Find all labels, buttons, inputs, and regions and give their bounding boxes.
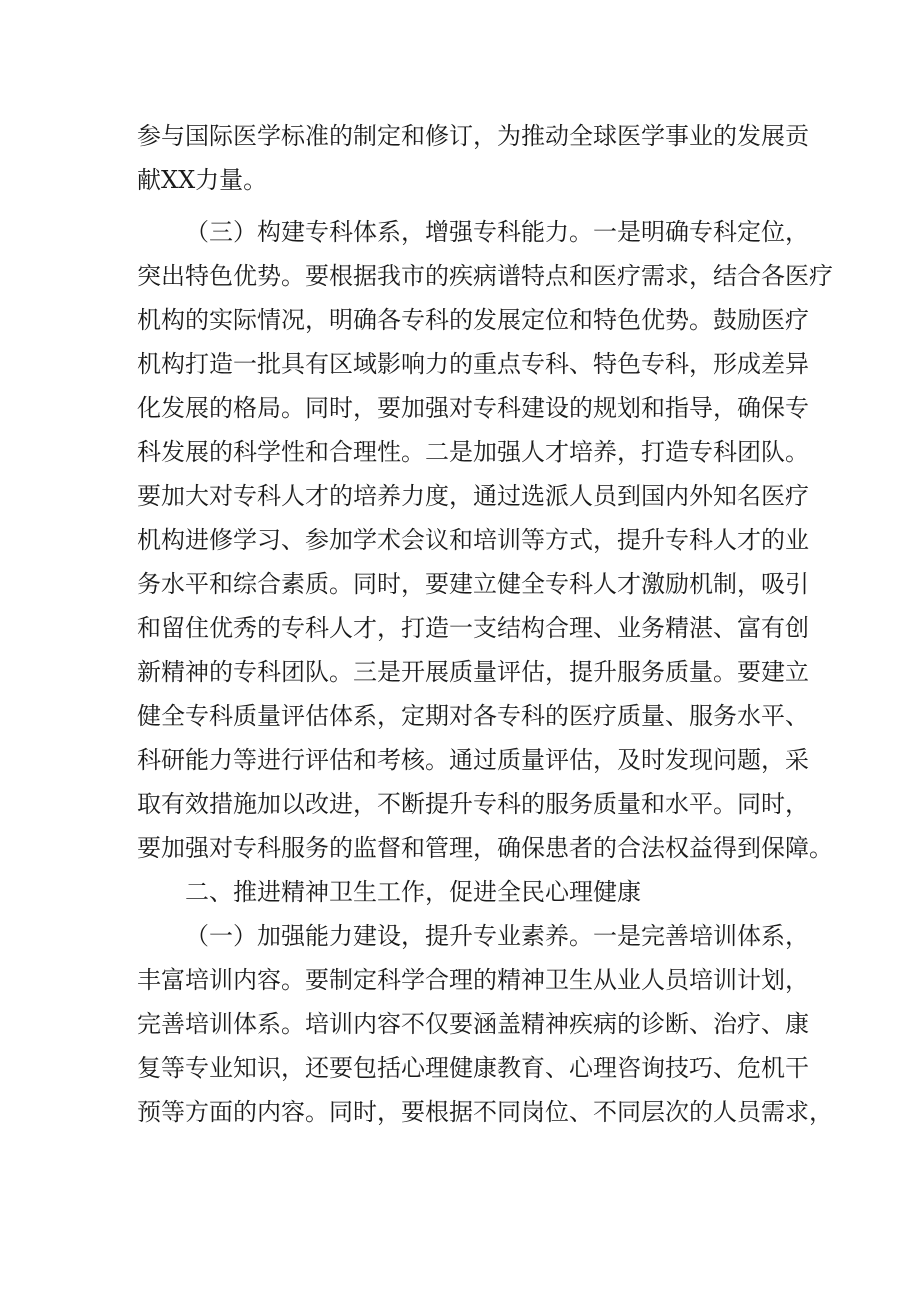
text-line: 机构打造一批具有区域影响力的重点专科、特色专科，形成差异 [137,350,809,378]
text-line: 科研能力等进行评估和考核。通过质量评估，及时发现问题，采 [137,746,809,774]
text-line: 突出特色优势。要根据我市的疾病谱特点和医疗需求，结合各医疗 [137,262,833,290]
text-line: （一）加强能力建设，提升专业素养。一是完善培训体系， [185,922,809,950]
text-line: 要加强对专科服务的监督和管理，确保患者的合法权益得到保障。 [137,834,833,862]
text-line: 健全专科质量评估体系，定期对各专科的医疗质量、服务水平、 [137,702,809,730]
text-line: 完善培训体系。培训内容不仅要涵盖精神疾病的诊断、治疗、康 [137,1010,809,1038]
text-line: 机构进修学习、参加学术会议和培训等方式，提升专科人才的业 [137,526,809,554]
section-heading: 二、推进精神卫生工作，促进全民心理健康 [185,878,641,906]
text-line: 和留住优秀的专科人才，打造一支结构合理、业务精湛、富有创 [137,614,809,642]
text-line: 化发展的格局。同时，要加强对专科建设的规划和指导，确保专 [137,394,809,422]
text-line: 务水平和综合素质。同时，要建立健全专科人才激励机制，吸引 [137,570,809,598]
text-line: （三）构建专科体系，增强专科能力。一是明确专科定位， [185,218,809,246]
text-line: 新精神的专科团队。三是开展质量评估，提升服务质量。要建立 [137,658,809,686]
text-line: 献XX力量。 [137,166,268,194]
text-line: 复等专业知识，还要包括心理健康教育、心理咨询技巧、危机干 [137,1054,809,1082]
text-line: 参与国际医学标准的制定和修订，为推动全球医学事业的发展贡 [137,122,809,150]
text-line: 机构的实际情况，明确各专科的发展定位和特色优势。鼓励医疗 [137,306,809,334]
text-line: 科发展的科学性和合理性。二是加强人才培养，打造专科团队。 [137,438,809,466]
text-line: 取有效措施加以改进，不断提升专科的服务质量和水平。同时， [137,790,809,818]
text-line: 预等方面的内容。同时，要根据不同岗位、不同层次的人员需求， [137,1098,833,1126]
text-line: 丰富培训内容。要制定科学合理的精神卫生从业人员培训计划， [137,966,809,994]
text-line: 要加大对专科人才的培养力度，通过选派人员到国内外知名医疗 [137,482,809,510]
